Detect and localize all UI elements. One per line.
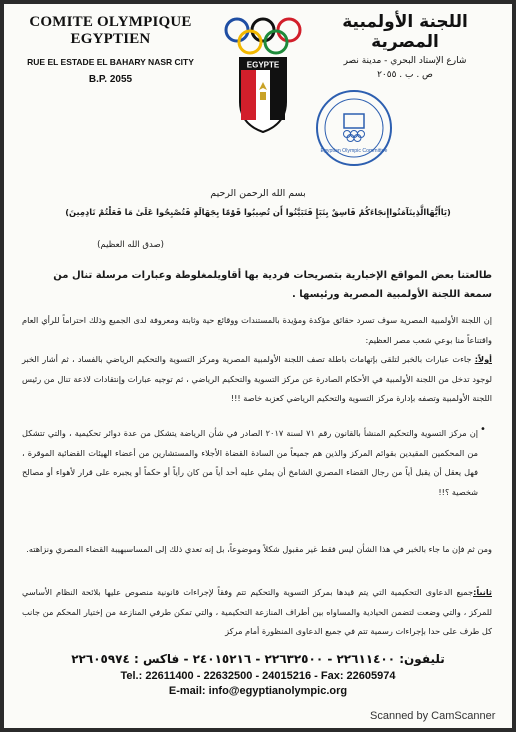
committee-name-french: COMITE OLYMPIQUE EGYPTIEN (29, 14, 192, 47)
first-text: جاءت عبارات بالخبر لتلقى بإتهامات باطلة تصف اللجنة الأولمبية المصرية ومركز التسوية والتحكيم الرياضي بالفساد ، ثم أشار الخبر لوجود تدخل من اللجنة الأولمبية في الأحكام الصادرة عن مركز التسوية والتحكيم الرياضي ، ثم توجيه عبارات وإنتقادات لاذعة تنال من رئيس اللجنة الأولمبية وتصفه بإدارة مركز التسوية والتحكيم الرياضي كعزبة خاصة !!! (22, 354, 492, 403)
olympic-logo (220, 16, 306, 134)
footer-phone-english: Tel.: 22611400 - 22632500 - 24015216 - Fax: 22605974 (120, 670, 396, 682)
paragraph-bullet (22, 424, 492, 502)
quran-verse: (يَاأَيُّهَاالَّذِينَآمَنُواإِنجَاءَكُمْ فَاسِقٌ بِنَبَإٍ فَتَبَيَّنُوا أَن تُصِيبُوا قَوْمًا بِجَهَالَةٍ فَتُصْبِحُوا عَلَىٰ مَا فَعَلْتُمْ نَادِمِينَ) (65, 207, 451, 217)
committee-name-arabic: اللجنة الأولمبية المصرية (342, 12, 468, 52)
blue-ring-icon (226, 19, 248, 41)
po-box-arabic: ص . ب . ٢٠٥٥ (377, 70, 433, 80)
second-text: جميع الدعاوى التحكيمية التي يتم قيدها بمركز التسوية والتحكيم تتم وفقاً لإجراءات قانونية منصوص عليها بلائحة النظام الأساسي للمركز ، والتي وضعت لتضمن الحيادية والمساواه بين أطراف المنازعة التحكيمية ، والتي تمكن طرفي المنازعة من إختيار المحكم من جانب كل طرف على حدا بإجراءات رسمية تتم في جميع الدعاوى المنظورة أمام مركز (22, 587, 492, 636)
paragraph-conclusion: ومن ثم فإن ما جاء بالخبر في هذا الشأن ليس فقط غير مقبول شكلاً وموضوعاً، بل إنه تعدي ذلك إلى المساسبهيبة القضاء المصري ونزاهته. (26, 544, 492, 554)
red-ring-icon (278, 19, 300, 41)
header-french-block (18, 14, 203, 85)
letter-footer (4, 652, 512, 697)
footer-email: E-mail: info@egyptianolympic.org (168, 685, 348, 697)
paragraph-first (22, 350, 492, 409)
bullet-dot-icon: • (480, 424, 486, 435)
basmala: بسم الله الرحمن الرحيم (210, 188, 306, 199)
second-label: ثانياً: (473, 587, 492, 597)
po-box-french: B.P. 2055 (88, 74, 133, 85)
letter-headline: طالعتنا بعض المواقع الإخبارية بتصريحات فردية بها أقاويلمغلوطة وعبارات مرسلة تنال من سمعة اللجنة الأولمبية المصرية ورئيسها . (53, 270, 492, 300)
paragraph-second (22, 583, 492, 642)
paragraph-intro: إن اللجنة الأولمبية المصرية سوف تسرد حقائق مؤكدة ومؤيدة بالمستندات ووقائع حية وثابتة ومعروفة لدى الجميع وذلك احتراماً للرأي العام واقتناعاً منا بوعي شعب مصر العظيم: (22, 315, 492, 345)
yellow-ring-icon (239, 31, 261, 53)
address-arabic: شارع الإستاد البحري - مدينة نصر (343, 56, 467, 66)
letter-page (4, 4, 512, 728)
committee-stamp (314, 88, 394, 168)
stamp-text: Egyptian Olympic Committee (320, 148, 388, 154)
footer-phone-arabic: تليفون: ٢٢٦١١٤٠٠ - ٢٢٦٣٢٥٠٠ - ٢٤٠١٥٢١٦ - فاكس : ٢٢٦٠٥٩٧٤ (71, 652, 445, 666)
header-arabic-block (310, 12, 500, 80)
bullet-text: إن مركز التسوية والتحكيم المنشأ بالقانون رقم ٧١ لسنة ٢٠١٧ الصادر في شأن الرياضة يتشكل من عدة دوائر تحكيمية ، والتي تتشكل من المحكمين المقيدين بقوائم المركز والذين هم جميعاً من السادة القضاة الأجلاء والمستشارين من أعضاء الهيئات القضائية الموقرة ، فهل يعقل أن يقبل أياً من رجال القضاء المصري الشامخ أن يملي عليه أحد أياً من كان رأياً أو حكماً أو يجبره على قرار لأهواء أو مصالح شخصية ؟!! (22, 428, 478, 497)
sadaq-allah: (صدق الله العظيم) (97, 240, 164, 250)
logo-text: EGYPTE (246, 60, 280, 70)
address-french: RUE EL ESTADE EL BAHARY NASR CITY (27, 57, 194, 67)
black-ring-icon (252, 19, 274, 41)
green-ring-icon (265, 31, 287, 53)
scanner-watermark: Scanned by CamScanner (370, 710, 496, 722)
first-label: أولاً: (474, 354, 492, 364)
